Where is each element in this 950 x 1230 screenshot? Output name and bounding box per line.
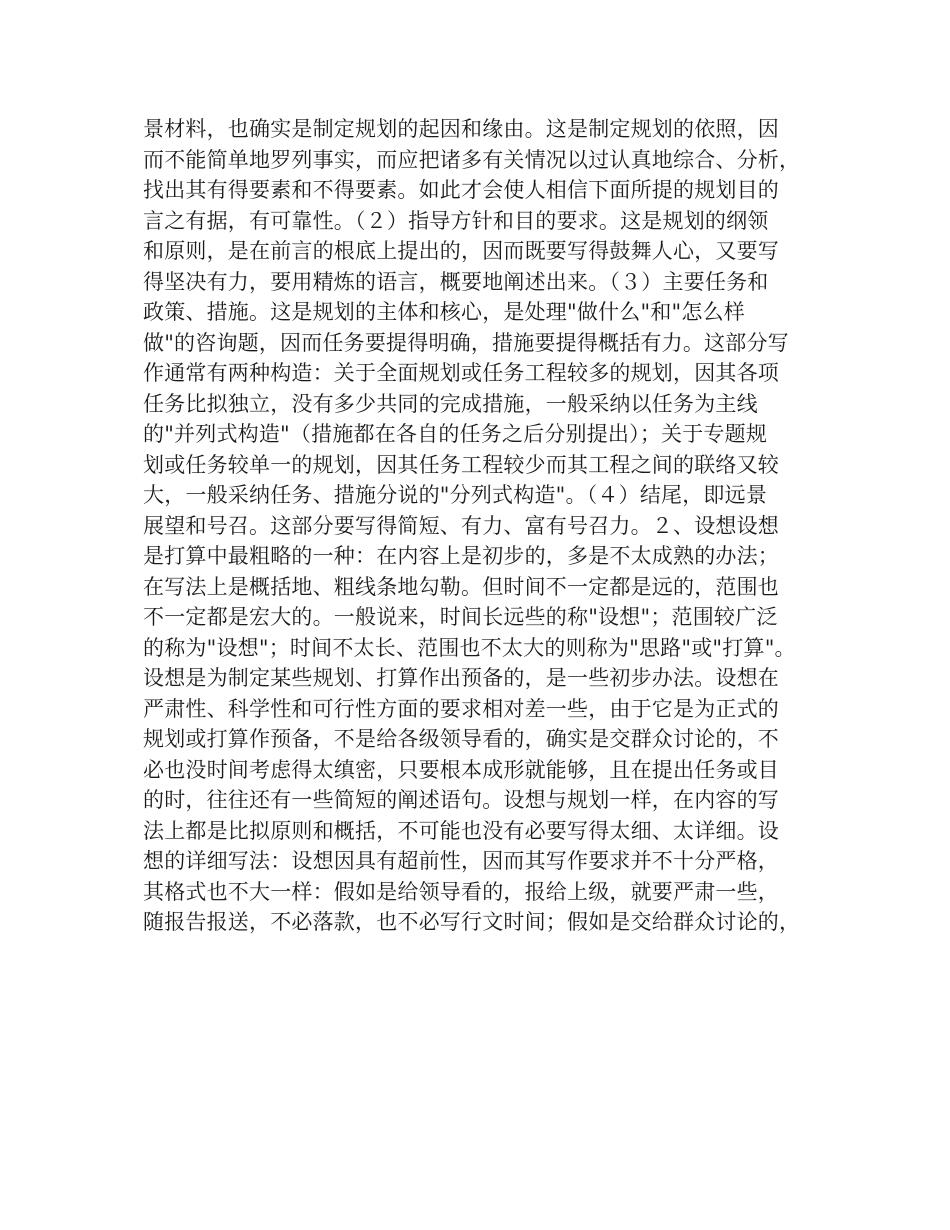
text-line: 的"并列式构造"（措施都在各自的任务之后分别提出）；关于专题规 [143, 422, 768, 446]
text-line: 法上都是比拟原则和概括，不可能也没有必要写得太细、太详细。设 [143, 818, 779, 843]
text-line: 而不能简单地罗列事实，而应把诸多有关情况以过认真地综合、分析， [143, 147, 801, 172]
body-text [143, 114, 843, 938]
text-line: 必也没时间考虑得太缜密，只要根本成形就能够，且在提出任务或目 [143, 757, 779, 782]
text-line: 在写法上是概括地、粗线条地勾勒。但时间不一定都是远的，范围也 [143, 574, 779, 599]
text-line: 的时，往往还有一些简短的阐述语句。设想与规划一样，在内容的写 [143, 788, 779, 812]
text-line: 和原则，是在前言的根底上提出的，因而既要写得鼓舞人心，又要写 [143, 239, 779, 263]
text-line: 景材料，也确实是制定规划的起因和缘由。这是制定规划的依照，因 [143, 117, 779, 141]
text-line: 作通常有两种构造：关于全面规划或任务工程较多的规划，因其各项 [143, 361, 779, 385]
text-line: 的称为"设想"；时间不太长、范围也不太大的则称为"思路"或"打算"。 [143, 635, 796, 660]
text-line: 其格式也不大一样：假如是给领导看的，报给上级，就要严肃一些， [143, 879, 779, 904]
text-line: 找出其有得要素和不得要素。如此才会使人相信下面所提的规划目的 [143, 178, 779, 202]
text-line: 政策、措施。这是规划的主体和核心，是处理"做什么"和"怎么样 [143, 300, 745, 324]
text-line: 言之有据，有可靠性。（２）指导方针和目的要求。这是规划的纲领 [143, 208, 769, 233]
text-line: 不一定都是宏大的。一般说来，时间长远些的称"设想"；范围较广泛 [143, 605, 778, 629]
text-line: 划或任务较单一的规划，因其任务工程较少而其工程之间的联络又较 [143, 452, 779, 477]
text-line: 设想是为制定某些规划、打算作出预备的，是一些初步办法。设想在 [143, 666, 779, 690]
text-line: 规划或打算作预备，不是给各级领导看的，确实是交群众讨论的，不 [143, 727, 779, 751]
text-line: 随报告报送，不必落款，也不必写行文时间；假如是交给群众讨论的， [143, 910, 801, 934]
text-line: 做"的咨询题，因而任务要提得明确，措施要提得概括有力。这部分写 [143, 330, 789, 355]
text-line: 想的详细写法：设想因具有超前性，因而其写作要求并不十分严格， [143, 849, 779, 873]
text-line: 大，一般采纳任务、措施分说的"分列式构造"。（４）结尾，即远景 [143, 483, 768, 507]
text-line: 得坚决有力，要用精炼的语言，概要地阐述出来。（３）主要任务和 [143, 269, 769, 294]
text-line: 严肃性、科学性和可行性方面的要求相对差一些，由于它是为正式的 [143, 696, 779, 721]
text-line: 任务比拟独立，没有多少共同的完成措施，一般采纳以任务为主线 [143, 391, 758, 416]
text-line: 展望和号召。这部分要写得简短、有力、富有号召力。２、设想设想 [143, 513, 779, 538]
text-line: 是打算中最粗略的一种：在内容上是初步的，多是不太成熟的办法； [143, 544, 779, 568]
